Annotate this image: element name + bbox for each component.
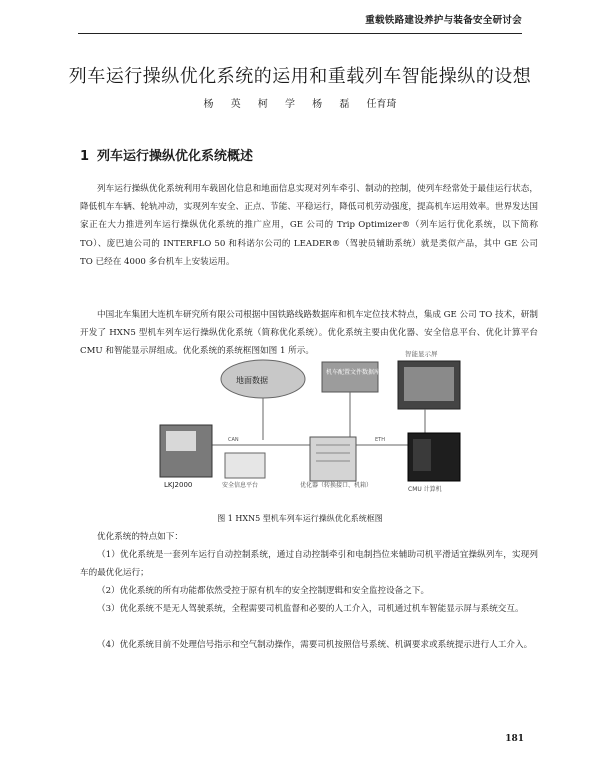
safety-platform-box [225, 453, 265, 478]
section-heading [80, 145, 253, 164]
section-title: 列车运行操纵优化系统概述 [97, 149, 254, 164]
cmu-label: CMU 计算机 [408, 486, 442, 493]
safety-platform-label: 安全信息平台 [222, 482, 259, 489]
optimizer-box [310, 437, 356, 481]
running-head: 重载铁路建设养护与装备安全研讨会 [365, 15, 522, 26]
lkj-screen [166, 431, 196, 451]
optimizer-label: 优化器（转换接口、机箱） [300, 482, 373, 489]
feature-1: （1）优化系统是一套列车运行自动控制系统，通过自动控制牵引和电制挡位来辅助司机平滑适宜操纵列车，实现列车的最优化运行； [80, 550, 538, 579]
cmu-panel [413, 439, 431, 471]
feature-4: （4）优化系统目前不处理信号指示和空气制动操作，需要司机按照信号系统、机调要求或系统提示进行人工介入。 [97, 640, 533, 650]
lkj-label: LKJ2000 [164, 481, 193, 489]
page-number: 181 [505, 734, 524, 744]
paragraph-1: 列车运行操纵优化系统利用车载固化信息和地面信息实现对列车牵引、制动的控制，使列车经常处于最佳运行状态，降低机车车辆、轮轨冲动，实现列车安全、正点、节能、平稳运行，降低司机劳动强度，提高机车运用效率。世界发达国家正在大力推进列车运行操纵优化系统的推广应用，GE 公司的 Trip Optimizer®（列车运行优化系统，以下简称 TO）、庞巴迪公司的 INTERFLO 50 和科诺尔公司的 LEADER®（驾驶员辅助系统）就是类似产品，其中 GE 公司 TO 已经在 4000 多台机车上安装运用。 [80, 184, 538, 267]
feature-3: （3）优化系统不是无人驾驶系统，全程需要司机监督和必要的人工介入，司机通过机车智能显示屏与系统交互。 [97, 604, 524, 614]
feature-2: （2）优化系统的所有功能都依然受控于原有机车的安全控制逻辑和安全监控设备之下。 [97, 586, 430, 596]
section-number: 1 [80, 149, 90, 164]
net-label: ETH [375, 437, 385, 443]
loco-config-label: 机车配置文件数据库 [326, 369, 381, 376]
loco-config-box [322, 362, 381, 392]
ground-data-label: 地面数据 [236, 376, 268, 385]
paper-title: 列车运行操纵优化系统的运用和重载列车智能操纵的设想 [68, 66, 532, 87]
figure-1-diagram [150, 345, 470, 505]
can-label: CAN [228, 437, 239, 443]
header-rule [78, 33, 522, 34]
features-intro: 优化系统的特点如下： [97, 532, 183, 542]
figure-caption: 图 1 HXN5 型机车列车运行操纵优化系统框图 [217, 514, 383, 523]
smart-display-screen [404, 367, 454, 401]
paragraph-2: 中国北车集团大连机车研究所有限公司根据中国铁路线路数据库和机车定位技术特点，集成 GE 公司 TO 技术，研制开发了 HXN5 型机车列车运行操纵优化系统（简称优化系统）。优化系统主要由优化器、安全信息平台、优化计算平台 CMU 和智能显示屏组成。优化系统的系统框图如图 1 所示。 [80, 310, 538, 357]
authors: 杨 英 柯 学 杨 磊 任育琦 [203, 99, 397, 110]
smart-display-label: 智能显示屏 [405, 350, 438, 358]
